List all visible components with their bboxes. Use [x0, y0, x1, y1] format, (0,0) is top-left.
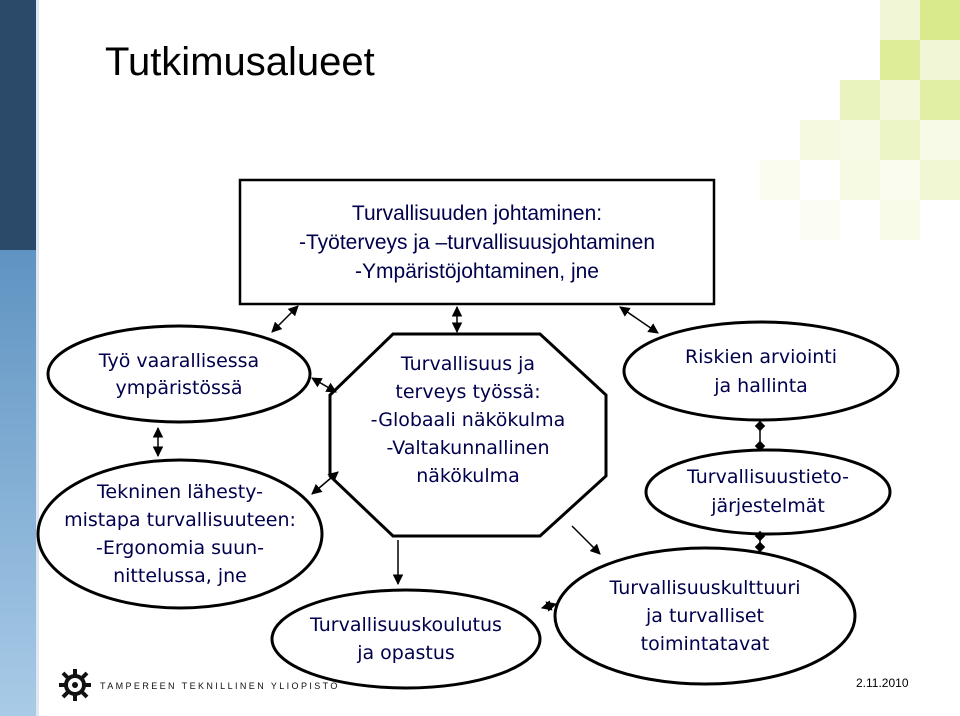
right-bottom-line-3: toimintatavat [640, 633, 770, 655]
center-node [330, 334, 606, 536]
right-bottom-line-1: Turvallisuuskulttuuri [609, 577, 801, 599]
top-box-line-1: Turvallisuuden johtaminen: [351, 201, 603, 225]
top-box-line-3: -Ympäristöjohtaminen, jne [355, 259, 599, 283]
left-bottom-line-4: nittelussa, jne [113, 565, 247, 587]
right-top-line-2: ja hallinta [714, 374, 808, 397]
right-middle-node [646, 450, 890, 534]
slide-date: 2.11.2010 [856, 676, 909, 690]
top-box-line-2: -Työterveys ja –turvallisuusjohtaminen [299, 230, 655, 254]
right-top-node [624, 322, 898, 421]
right-bottom-node [555, 548, 855, 684]
left-bottom-line-2: mistapa turvallisuuteen: [64, 509, 296, 531]
bottom-center-line-2: ja opastus [357, 642, 455, 664]
left-bottom-line-1: Tekninen lähesty- [97, 481, 263, 503]
center-line-5: näkökulma [416, 465, 520, 487]
bottom-center-line-1: Turvallisuuskoulutus [310, 614, 502, 636]
center-line-3: -Globaali näkökulma [370, 409, 566, 431]
left-top-node [48, 326, 310, 423]
left-top-line-1: Työ vaarallisessa [98, 349, 260, 372]
center-line-4: -Valtakunnallinen [386, 437, 550, 459]
top-box [243, 183, 711, 301]
center-line-2: terveys työssä: [395, 381, 541, 403]
slide-title: Tutkimusalueet [105, 40, 375, 84]
right-middle-line-1: Turvallisuustieto- [687, 466, 849, 488]
left-top-line-2: ympäristössä [115, 376, 243, 399]
left-bottom-node [38, 460, 322, 608]
bottom-center-node [272, 590, 540, 688]
university-logo-icon [58, 668, 92, 702]
right-bottom-line-2: ja turvalliset [645, 605, 765, 627]
connector-bottom-rightbottom [542, 604, 556, 608]
center-line-1: Turvallisuus ja [400, 353, 536, 375]
right-middle-line-2: järjestelmät [711, 495, 825, 517]
university-logo-text: TAMPEREEN TEKNILLINEN YLIOPISTO [100, 681, 340, 691]
right-top-line-1: Riskien arviointi [684, 345, 838, 368]
left-bottom-line-3: -Ergonomia suun- [95, 537, 265, 559]
